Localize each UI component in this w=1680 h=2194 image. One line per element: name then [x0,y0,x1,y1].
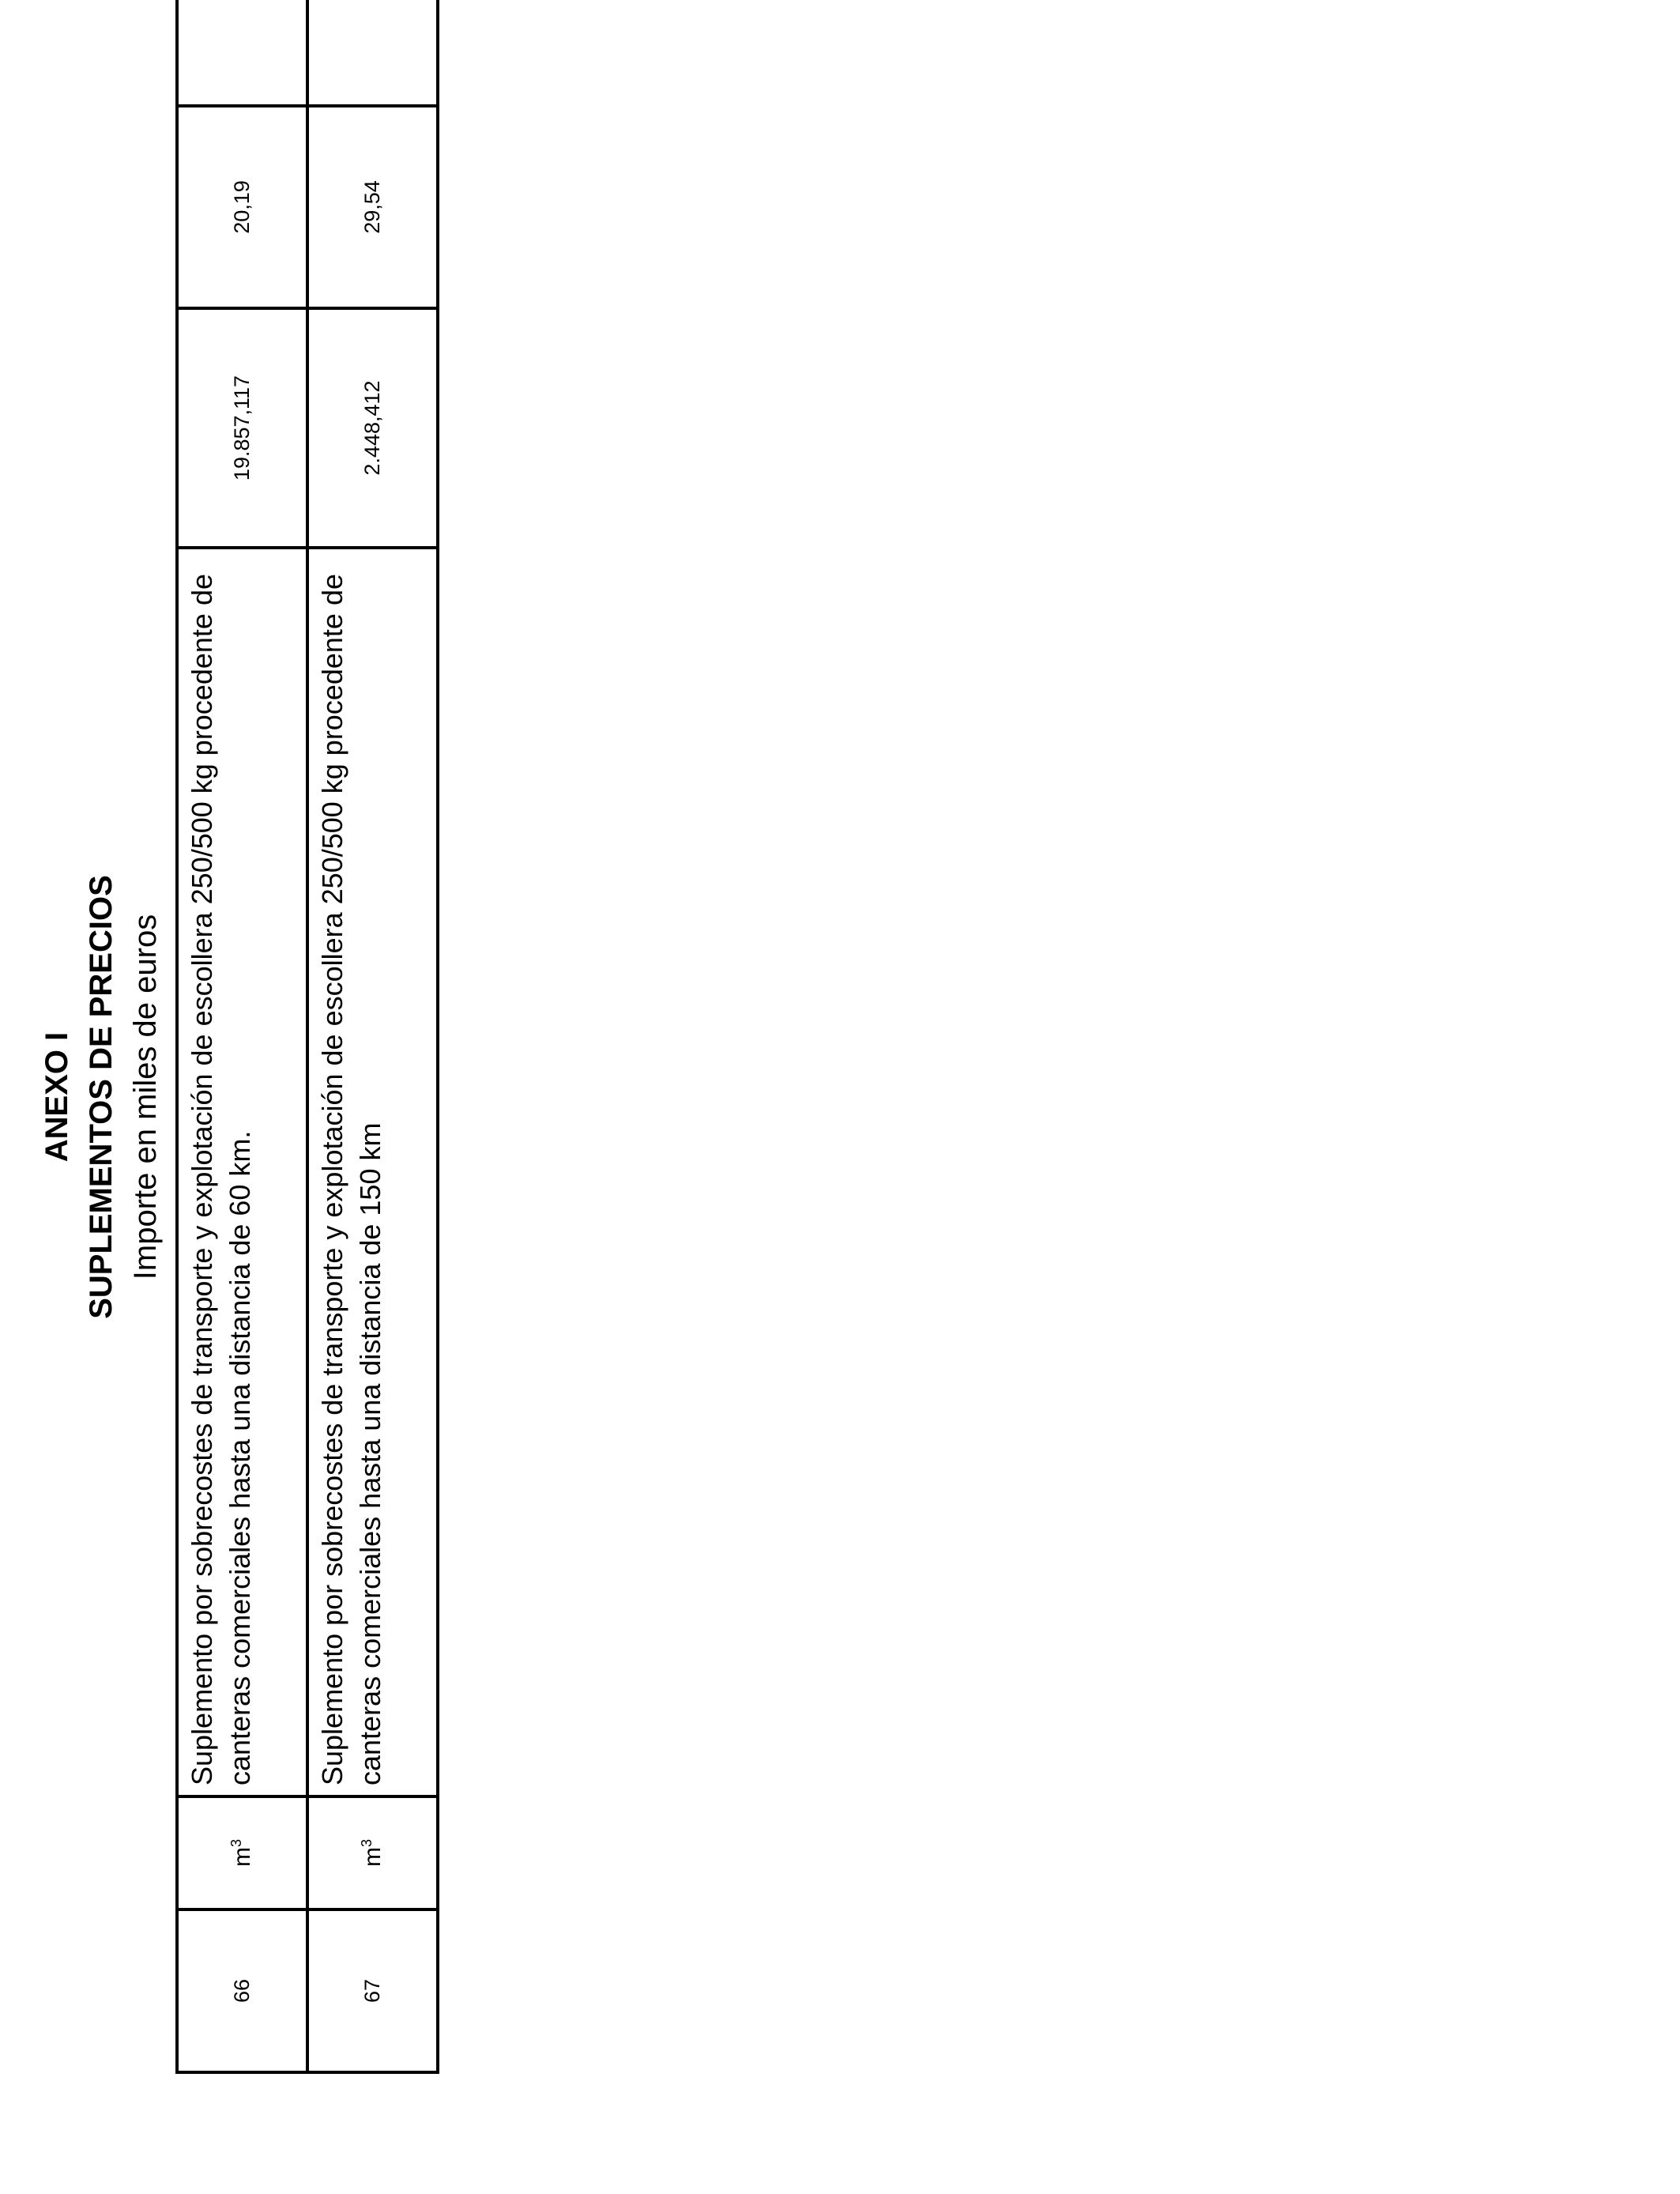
unit-base: m [229,1847,255,1868]
price-cell: 29,54 [307,106,438,308]
unit-cell [307,1796,438,1909]
price-supplements-table [175,0,439,2074]
description-cell: Suplemento por sobrecostes de transporte y explotación de escollera 250/500 kg procedente de canteras comerciales hasta una distancia de 60 km. [177,548,307,1796]
amount-cell [177,0,307,106]
rotated-document-page [0,0,458,2194]
row-number-cell: 67 [307,1909,438,2072]
unit-cell [177,1796,307,1909]
units-note: Importe en miles de euros [128,914,163,1280]
amount-cell [307,0,438,106]
description-cell: Suplemento por sobrecostes de transporte y explotación de escollera 250/500 kg procedente de canteras comerciales hasta una distancia de 150 km [307,548,438,1796]
table-row [307,0,438,2072]
price-cell: 20,19 [177,106,307,308]
row-number-cell: 66 [177,1909,307,2072]
unit-exponent: 3 [359,1839,375,1848]
document-subtitle: SUPLEMENTOS DE PRECIOS [84,875,119,1319]
quantity-cell: 2.448,412 [307,308,438,548]
unit-exponent: 3 [228,1839,244,1848]
quantity-cell: 19.857,117 [177,308,307,548]
document-title: ANEXO I [40,1031,74,1163]
unit-base: m [360,1847,386,1868]
table-row [177,0,307,2072]
